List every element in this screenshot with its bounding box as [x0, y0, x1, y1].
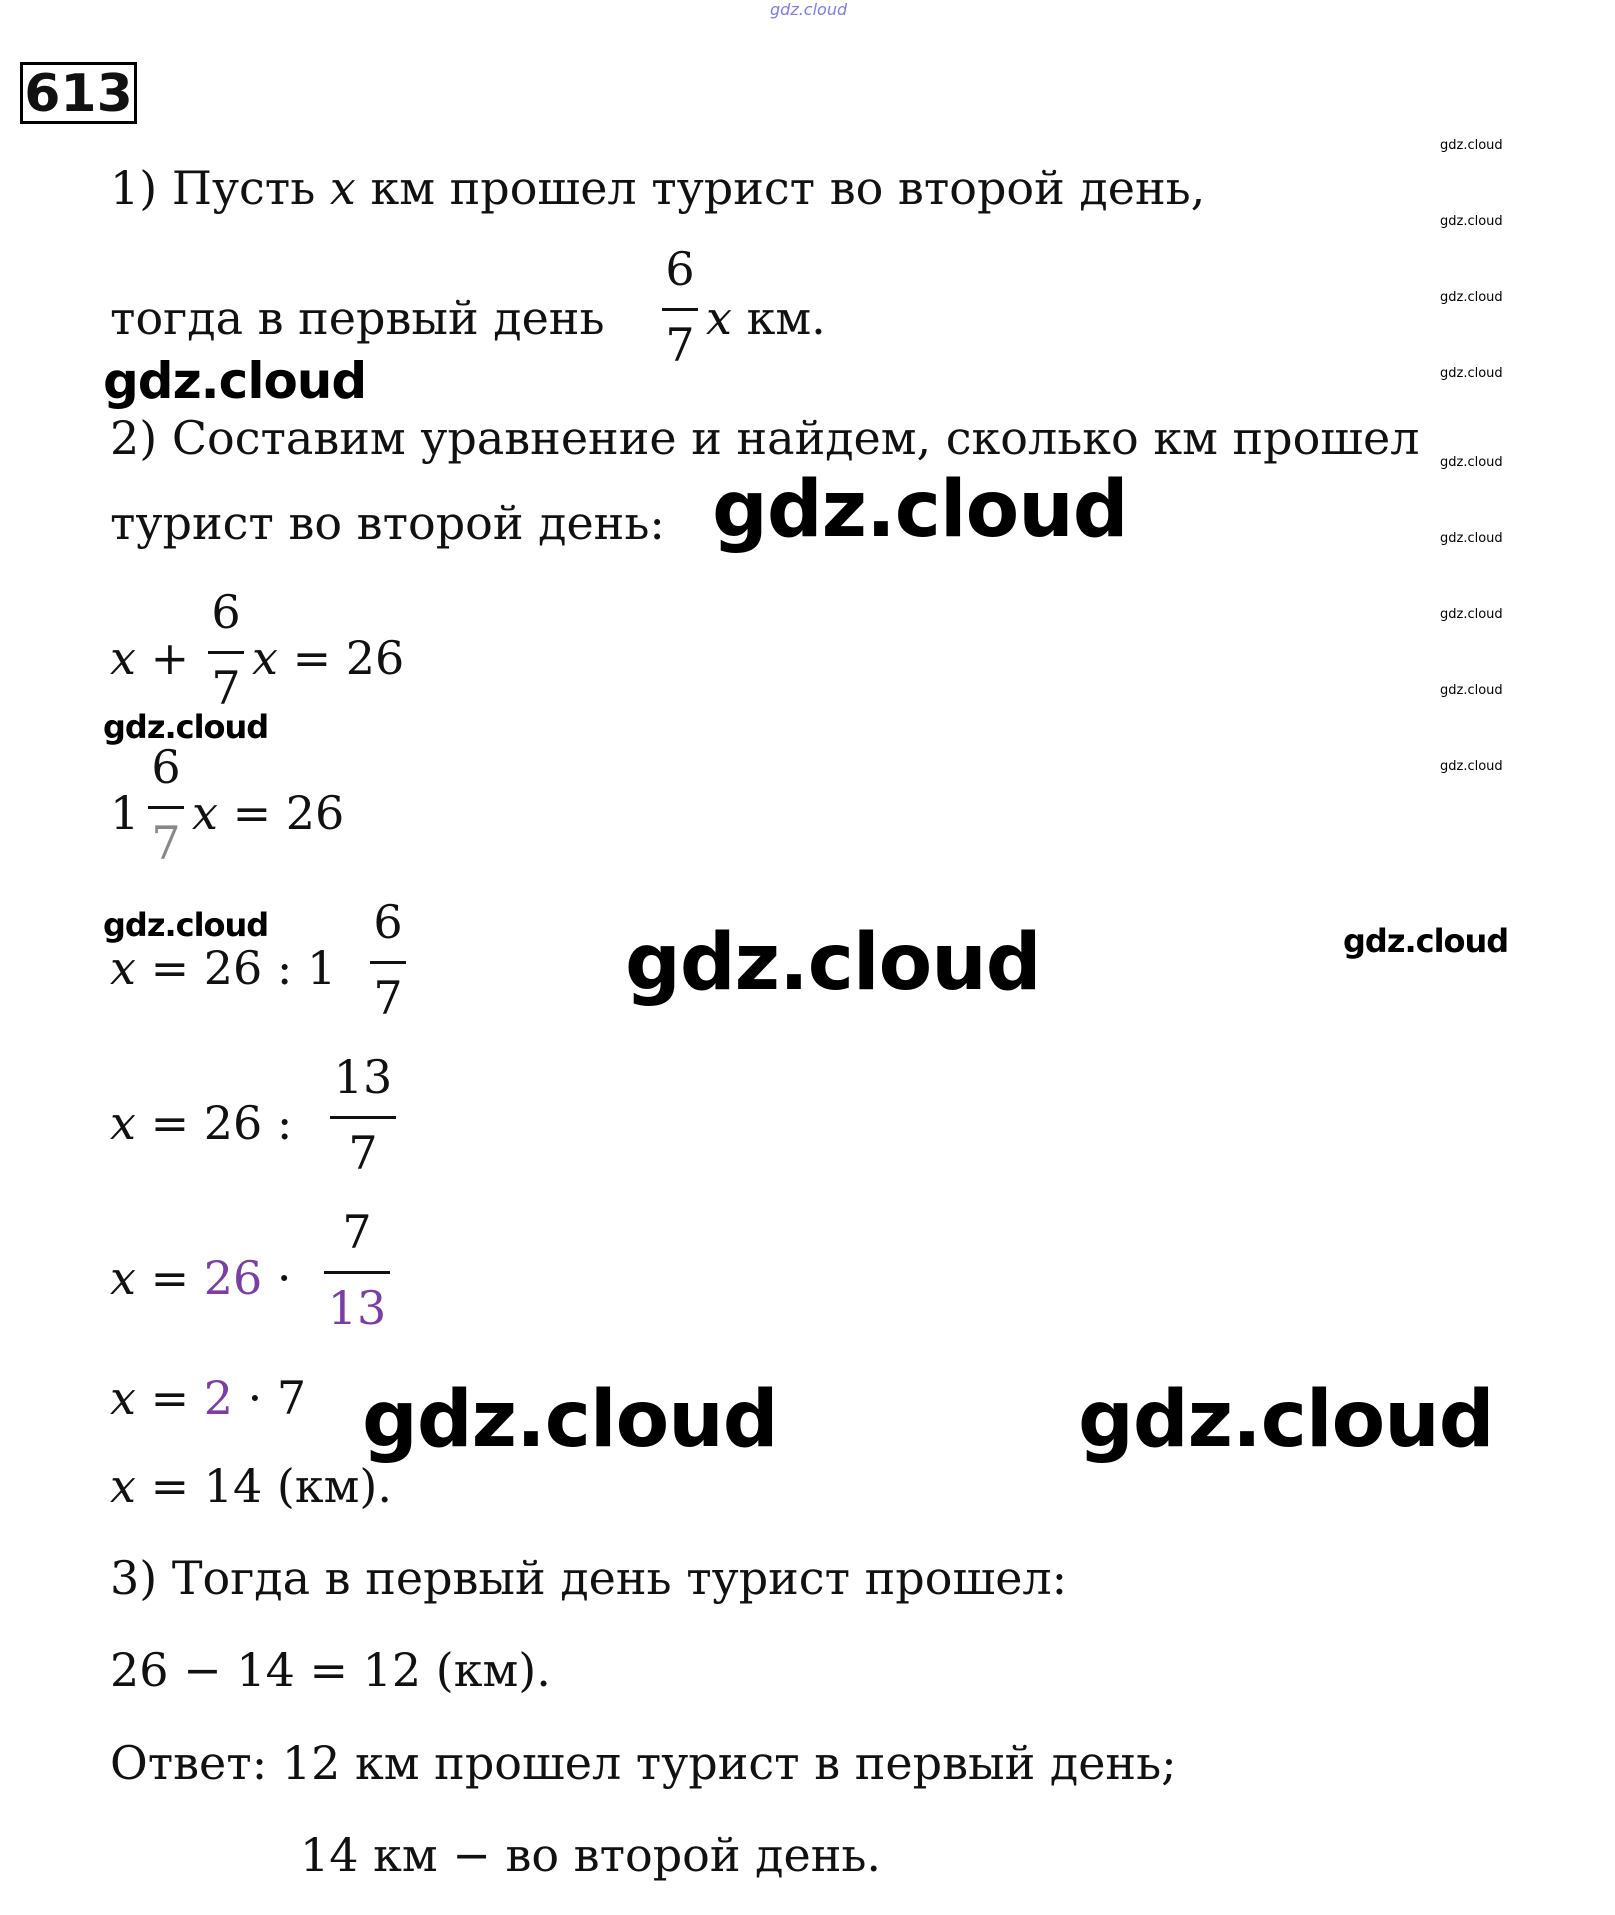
variable-x: x: [110, 1459, 136, 1513]
watermark-tiny: gdz.cloud: [1440, 683, 1503, 698]
variable-x: x: [329, 161, 356, 215]
fraction-denominator: 13: [327, 1281, 387, 1335]
eq-operator: ·: [262, 1251, 292, 1305]
variable-x: x: [192, 786, 218, 840]
fraction-denominator: 7: [211, 661, 241, 715]
eq2-fraction: [148, 740, 184, 873]
highlighted-value: 2: [203, 1371, 234, 1425]
eq-operator: +: [135, 631, 190, 685]
watermark-tiny: gdz.cloud: [1440, 759, 1503, 774]
eq3-left: [110, 940, 336, 996]
watermark-big: gdz.cloud: [625, 918, 1041, 1008]
step2-line1: 2) Составим уравнение и найдем, сколько км прошел: [110, 411, 1420, 465]
watermark-small: gdz.cloud: [103, 906, 269, 944]
eq-rhs: = 26: [277, 631, 405, 685]
eq2-right: [192, 785, 344, 841]
watermark-small: gdz.cloud: [1343, 922, 1509, 960]
fraction-bar: [324, 1271, 390, 1274]
eq-rhs: = 26: [217, 786, 345, 840]
watermark-tiny: gdz.cloud: [1440, 607, 1503, 622]
fraction-bar: [662, 308, 698, 311]
watermark-big: gdz.cloud: [362, 1375, 778, 1465]
watermark-big: gdz.cloud: [1078, 1375, 1494, 1465]
variable-x: x: [110, 1096, 136, 1150]
task-number: 613: [20, 62, 137, 124]
step1-text: км.: [731, 291, 826, 345]
watermark-tiny: gdz.cloud: [1440, 214, 1503, 229]
eq-expression: = 26 :: [135, 1096, 293, 1150]
fraction-denominator: 7: [348, 1126, 378, 1180]
eq-expression: = 26 : 1: [135, 941, 337, 995]
step2-line2: турист во второй день:: [110, 496, 665, 550]
fraction-numerator: 6: [151, 740, 181, 794]
fraction-numerator: 7: [342, 1205, 372, 1259]
eq4-fraction: [330, 1050, 396, 1183]
watermark-tiny: gdz.cloud: [1440, 290, 1503, 305]
fraction-bar: [330, 1116, 396, 1119]
eq5-fraction: [324, 1205, 390, 1338]
eq1-fraction: [208, 585, 244, 718]
fraction-bar: [370, 961, 406, 964]
watermark-small: gdz.cloud: [103, 708, 269, 746]
eq7: [110, 1458, 392, 1514]
eq-expression: = 14 (км).: [135, 1459, 392, 1513]
highlighted-value: 26: [203, 1251, 263, 1305]
site-mark: gdz.cloud: [770, 0, 848, 19]
fraction-numerator: 6: [665, 242, 695, 296]
fraction-numerator: 6: [211, 585, 241, 639]
eq5-left: [110, 1250, 292, 1306]
fraction-6-7: [662, 242, 698, 375]
watermark-tiny: gdz.cloud: [1440, 531, 1503, 546]
eq6: [110, 1370, 306, 1426]
eq-expression: · 7: [233, 1371, 307, 1425]
variable-x: x: [110, 631, 136, 685]
watermark-tiny: gdz.cloud: [1440, 366, 1503, 381]
eq-operator: =: [135, 1371, 204, 1425]
answer-line1: Ответ: 12 км прошел турист в первый день;: [110, 1736, 1177, 1790]
fraction-denominator: 7: [151, 816, 181, 870]
eq-operator: =: [135, 1251, 204, 1305]
step1-text: 1) Пусть: [110, 161, 330, 215]
eq3-fraction: [370, 895, 406, 1028]
watermark-tiny: gdz.cloud: [1440, 455, 1503, 470]
step1-line2-start: тогда в первый день: [110, 291, 605, 345]
watermark-medium: gdz.cloud: [103, 352, 367, 410]
variable-x: x: [110, 1371, 136, 1425]
step1-text: км прошел турист во второй день,: [355, 161, 1206, 215]
step3-line1: 3) Тогда в первый день турист прошел:: [110, 1551, 1068, 1605]
fraction-bar: [148, 806, 184, 809]
eq1-right: [252, 630, 404, 686]
step3-line2: 26 − 14 = 12 (км).: [110, 1643, 551, 1697]
step1-line1: [110, 160, 1205, 216]
fraction-denominator: 7: [665, 318, 695, 372]
variable-x: x: [706, 291, 732, 345]
fraction-denominator: 7: [373, 971, 403, 1025]
eq1-left: [110, 630, 189, 686]
watermark-big: gdz.cloud: [712, 465, 1128, 555]
variable-x: x: [110, 1251, 136, 1305]
answer-line2: 14 км − во второй день.: [300, 1828, 882, 1882]
fraction-numerator: 6: [373, 895, 403, 949]
eq2-whole: 1: [110, 786, 140, 840]
fraction-bar: [208, 651, 244, 654]
variable-x: x: [252, 631, 278, 685]
watermark-tiny: gdz.cloud: [1440, 138, 1503, 153]
variable-x: x: [110, 941, 136, 995]
fraction-numerator: 13: [333, 1050, 393, 1104]
step1-line2-end: [706, 290, 826, 346]
eq4-left: [110, 1095, 292, 1151]
